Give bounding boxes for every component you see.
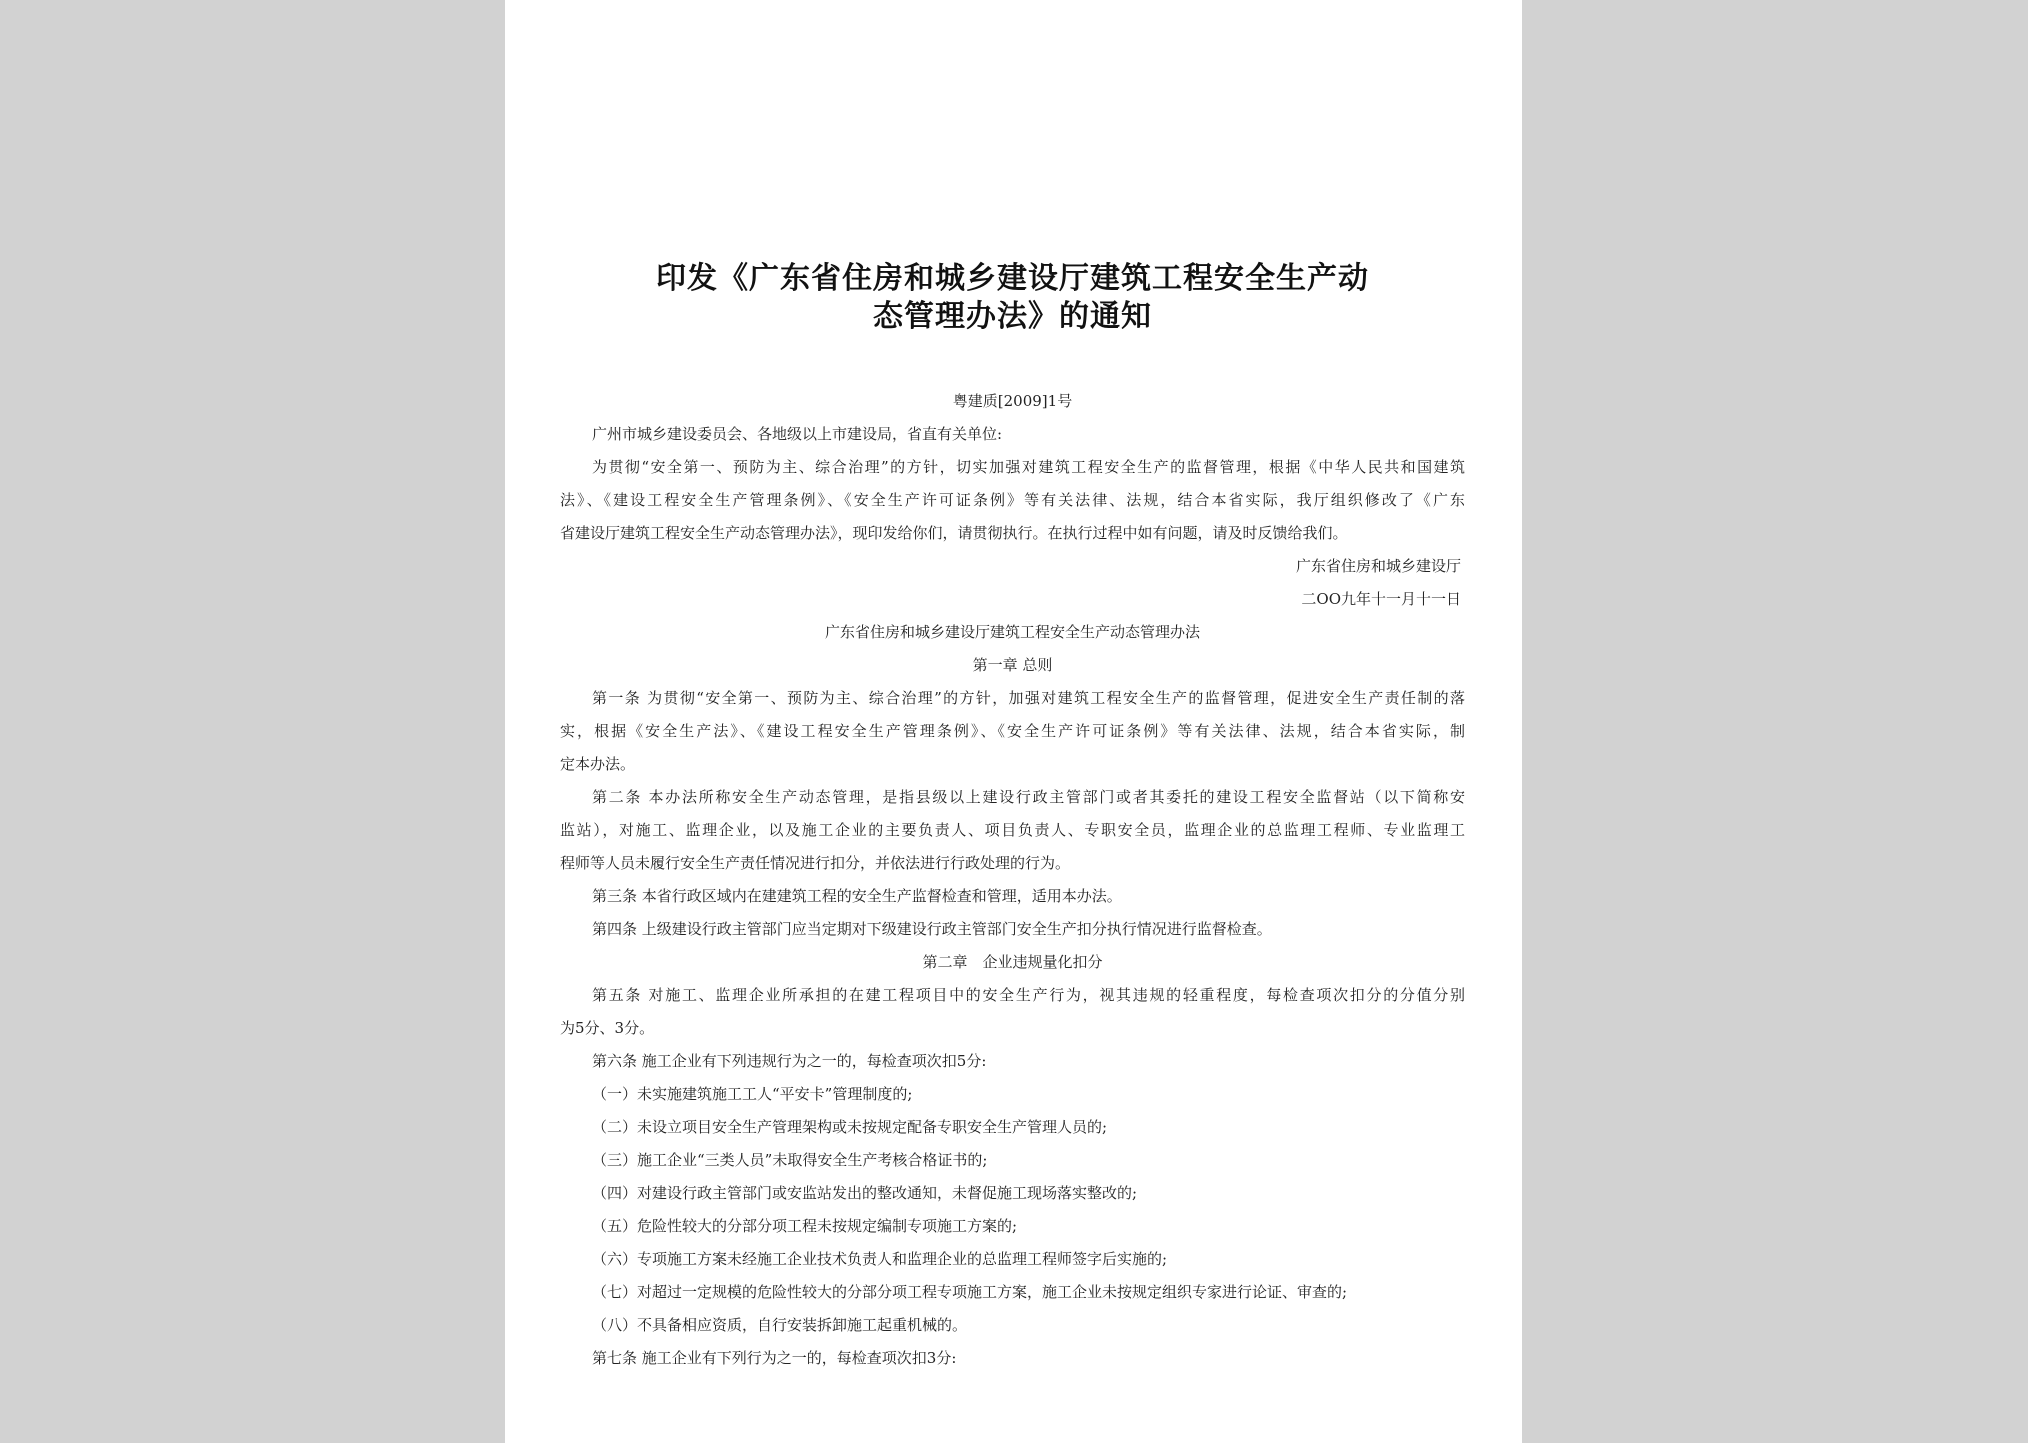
article-1-line-1: 第一条 为贯彻“安全第一、预防为主、综合治理”的方针，加强对建筑工程安全生产的监督管理，促进安全生产责任制的落 — [592, 689, 1465, 707]
article-3: 第三条 本省行政区域内在建建筑工程的安全生产监督检查和管理，适用本办法。 — [592, 887, 1122, 905]
article-2-line-3: 程师等人员未履行安全生产责任情况进行扣分，并依法进行行政处理的行为。 — [560, 854, 1071, 872]
article-4: 第四条 上级建设行政主管部门应当定期对下级建设行政主管部门安全生产扣分执行情况进行监督检查。 — [592, 920, 1272, 938]
article-5-line-2: 为5分、3分。 — [560, 1019, 655, 1037]
document-body — [560, 385, 1465, 1375]
intro-line-2: 法》、《建设工程安全生产管理条例》、《安全生产许可证条例》等有关法律、法规，结合本省实际，我厅组织修改了《广东 — [560, 491, 1465, 509]
article-5-line-1: 第五条 对施工、监理企业所承担的在建工程项目中的安全生产行为，视其违规的轻重程度，每检查项次扣分的分值分别 — [592, 986, 1465, 1004]
article-6: 第六条 施工企业有下列违规行为之一的，每检查项次扣5分: — [592, 1052, 987, 1070]
article-6-item-6: （六）专项施工方案未经施工企业技术负责人和监理企业的总监理工程师签字后实施的; — [592, 1250, 1168, 1268]
article-6-item-2: （二）未设立项目安全生产管理架构或未按规定配备专职安全生产管理人员的; — [592, 1118, 1108, 1136]
signature-date: 二OO九年十一月十一日 — [1301, 590, 1461, 608]
document-title — [560, 260, 1465, 336]
intro-line-3: 省建设厅建筑工程安全生产动态管理办法》，现印发给你们，请贯彻执行。在执行过程中如有问题，请及时反馈给我们。 — [560, 524, 1348, 542]
article-1-line-3: 定本办法。 — [560, 755, 636, 773]
document-number: 粤建质[2009]1号 — [952, 392, 1073, 410]
article-6-item-5: （五）危险性较大的分部分项工程未按规定编制专项施工方案的; — [592, 1217, 1018, 1235]
article-2-line-2: 监站），对施工、监理企业，以及施工企业的主要负责人、项目负责人、专职安全员，监理企业的总监理工程师、专业监理工 — [560, 821, 1465, 839]
article-6-item-3: （三）施工企业“三类人员”未取得安全生产考核合格证书的; — [592, 1151, 988, 1169]
signature-org: 广东省住房和城乡建设厅 — [1295, 557, 1461, 575]
chapter-2-heading: 第二章 企业违规量化扣分 — [922, 953, 1103, 971]
article-6-item-8: （八）不具备相应资质，自行安装拆卸施工起重机械的。 — [592, 1316, 968, 1334]
chapter-1-heading: 第一章 总则 — [972, 656, 1053, 674]
addressee: 广州市城乡建设委员会、各地级以上市建设局，省直有关单位: — [592, 425, 1003, 443]
document-page — [505, 0, 1522, 1443]
article-2-line-1: 第二条 本办法所称安全生产动态管理，是指县级以上建设行政主管部门或者其委托的建设工程安全监督站（以下简称安 — [592, 788, 1465, 806]
article-6-item-4: （四）对建设行政主管部门或安监站发出的整改通知，未督促施工现场落实整改的; — [592, 1184, 1138, 1202]
title-line-1: 印发《广东省住房和城乡建设厅建筑工程安全生产动 — [656, 261, 1369, 296]
intro-line-1: 为贯彻“安全第一、预防为主、综合治理”的方针，切实加强对建筑工程安全生产的监督管理，根据《中华人民共和国建筑 — [592, 458, 1465, 476]
article-1-line-2: 实，根据《安全生产法》、《建设工程安全生产管理条例》、《安全生产许可证条例》等有关法律、法规，结合本省实际，制 — [560, 722, 1465, 740]
title-line-2: 态管理办法》的通知 — [873, 299, 1152, 334]
measures-title: 广东省住房和城乡建设厅建筑工程安全生产动态管理办法 — [824, 623, 1200, 641]
article-6-item-1: （一）未实施建筑施工工人“平安卡”管理制度的; — [592, 1085, 913, 1103]
article-7: 第七条 施工企业有下列行为之一的，每检查项次扣3分: — [592, 1349, 957, 1367]
article-6-item-7: （七）对超过一定规模的危险性较大的分部分项工程专项施工方案，施工企业未按规定组织专家进行论证、审查的; — [592, 1283, 1348, 1301]
